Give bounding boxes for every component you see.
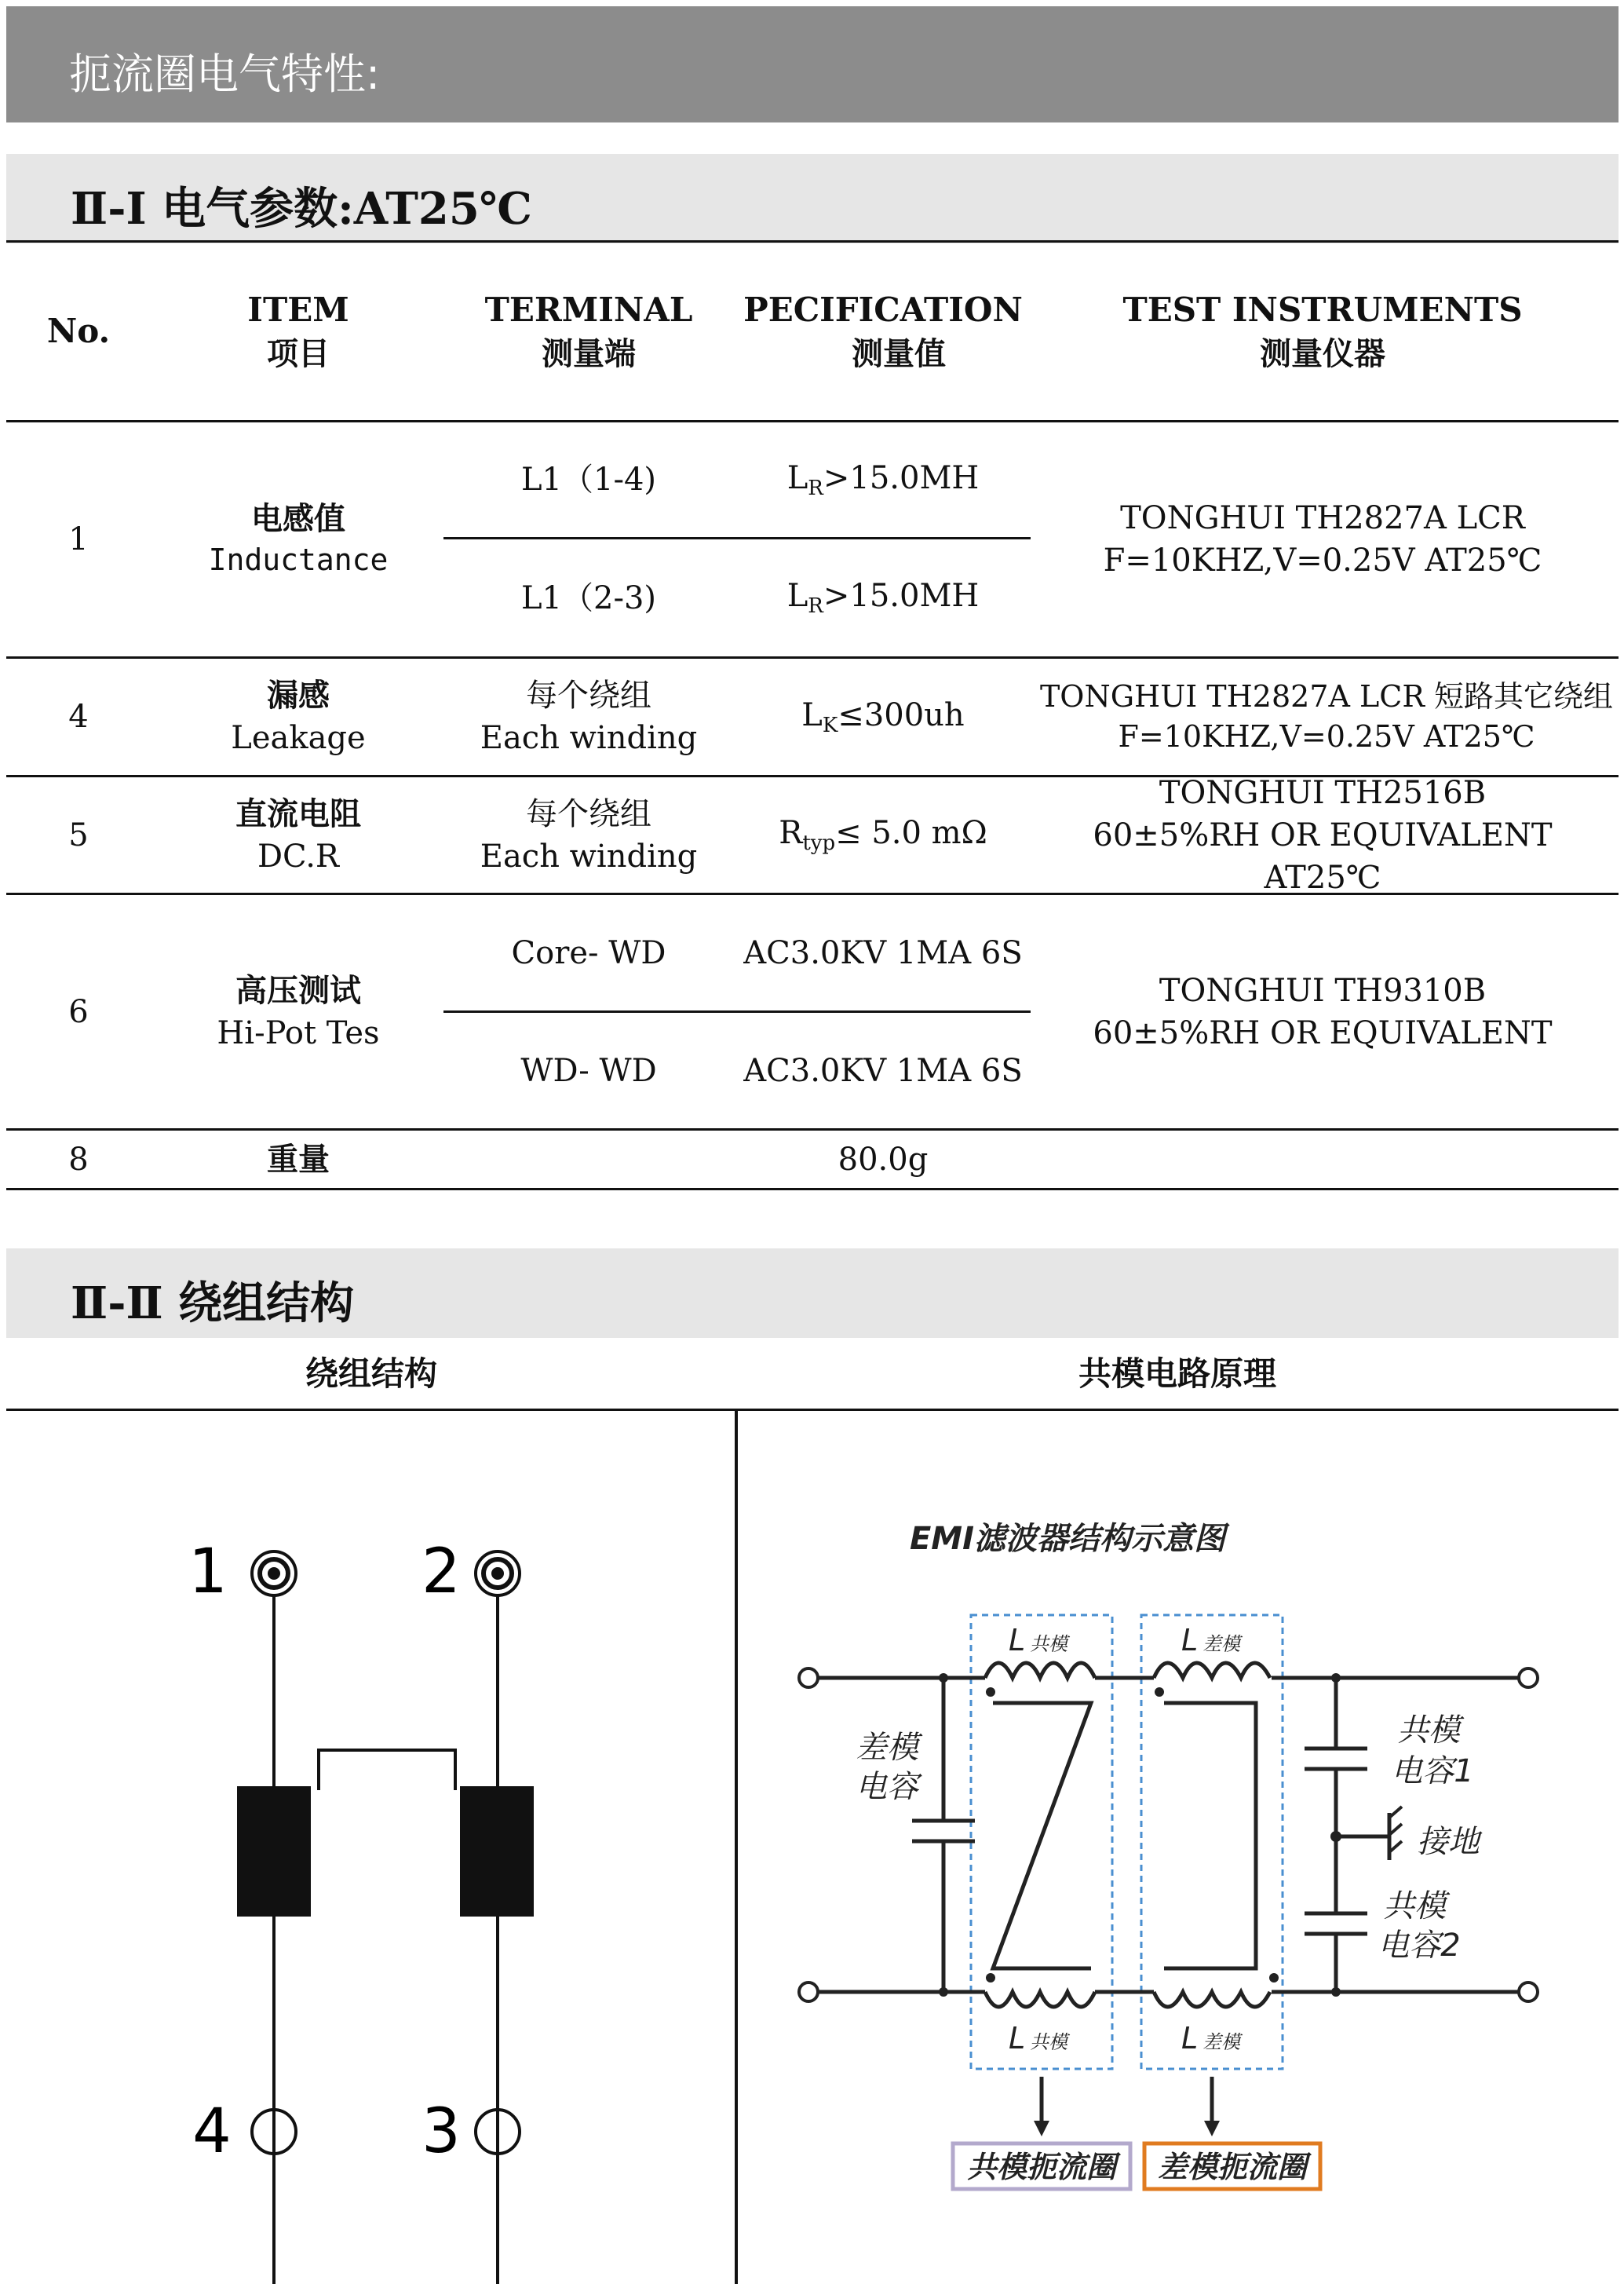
legend-dm-label: 差模扼流圈 — [1157, 2150, 1308, 2184]
row8-no: 8 — [68, 1141, 89, 1178]
dm-arrow-icon — [1204, 2121, 1220, 2136]
winding-structure-heading: 绕组结构 — [305, 1354, 437, 1393]
header-item: ITEM 项目 — [247, 291, 349, 372]
row4-no: 4 — [68, 699, 89, 735]
dm-inductor-top — [1154, 1663, 1270, 1678]
coil-left — [237, 1786, 311, 1917]
cm-cap1-label-2: 电容1 — [1391, 1753, 1474, 1789]
section-2-title: Ⅱ-Ⅱ 绕组结构 — [71, 1277, 355, 1329]
svg-text:共模: 共模 — [1030, 1633, 1067, 1655]
row5-item: 直流电阻 DC.R — [235, 795, 361, 875]
row6-instrument: TONGHUI TH9310B 60±5%RH OR EQUIVALENT — [1093, 972, 1553, 1051]
cm-cap1-label-1: 共模 — [1397, 1712, 1460, 1749]
cm-inductor-top — [985, 1663, 1095, 1678]
row6-spec-b: AC3.0KV 1MA 6S — [743, 1052, 1023, 1089]
coil-right — [460, 1786, 534, 1917]
page-title: 扼流圈电气特性: — [69, 49, 381, 99]
pin-4-label: 4 — [192, 2096, 232, 2167]
row1-item: 电感值 Inductance — [208, 501, 389, 578]
l-cm-bottom-label: L — [1009, 2021, 1026, 2056]
ground-label: 接地 — [1417, 1824, 1480, 1860]
row1-spec-b: $L_R>15.0MH$ — [786, 578, 980, 619]
svg-text:差模: 差模 — [1202, 1633, 1240, 1655]
schematic-title: EMI滤波器结构示意图 — [909, 1521, 1226, 1557]
header-no: No. — [46, 312, 111, 351]
row1-spec-a: $L_R>15.0MH$ — [786, 459, 980, 500]
common-mode-heading: 共模电路原理 — [1078, 1354, 1276, 1393]
row4-instrument: TONGHUI TH2827A LCR 短路其它绕组 F=10KHZ,V=0.25V AT25℃ — [1039, 678, 1614, 754]
header-terminal: TERMINAL 测量端 — [484, 291, 693, 372]
page-title-bar — [6, 6, 1619, 122]
row6-spec-a: AC3.0KV 1MA 6S — [743, 934, 1023, 971]
row1-terminal-a: L1（1-4) — [520, 462, 657, 498]
cm-arrow-icon — [1034, 2121, 1049, 2136]
dm-core-bracket — [1164, 1703, 1256, 1968]
diff-cap-label-1: 差模 — [856, 1730, 918, 1766]
row6-item: 高压测试 Hi-Pot Tes — [217, 972, 380, 1051]
l-dm-top-label: L — [1181, 1623, 1199, 1657]
cm-core-z — [993, 1703, 1091, 1968]
svg-text:差模: 差模 — [1202, 2031, 1240, 2053]
row1-terminal-b: L1（2-3) — [520, 579, 657, 616]
pin-1-label: 1 — [188, 1537, 228, 1607]
l-cm-top-label: L — [1009, 1623, 1026, 1657]
pin-2-label: 2 — [422, 1537, 461, 1607]
table-bottom-rule — [6, 1188, 1619, 1190]
header-test-instruments: TEST INSTRUMENTS 测量仪器 — [1122, 291, 1523, 372]
l-dm-bottom-label: L — [1181, 2021, 1199, 2056]
row6-terminal-a: Core- WD — [511, 934, 666, 971]
svg-text:共模: 共模 — [1030, 2031, 1067, 2053]
row4-terminal: 每个绕组 Each winding — [480, 678, 698, 756]
row6-terminal-b: WD- WD — [520, 1052, 657, 1089]
row1-no: 1 — [68, 521, 89, 557]
row1-instrument: TONGHUI TH2827A LCR F=10KHZ,V=0.25V AT25℃ — [1103, 500, 1542, 579]
row4-spec: $L_K\le 300uh$ — [801, 696, 965, 737]
legend-cm-label: 共模扼流圈 — [966, 2150, 1117, 2184]
pin-3-label: 3 — [422, 2096, 461, 2167]
row5-spec: $R_{typ}\le 5.0$ mΩ — [779, 815, 987, 856]
cm-cap2-label-1: 共模 — [1383, 1888, 1446, 1924]
section-1-header — [6, 154, 1619, 243]
row4-item: 漏感 Leakage — [231, 678, 366, 756]
table-top-rule — [6, 240, 1619, 243]
emi-filter-schematic — [738, 1411, 1617, 2284]
row8-item: 重量 — [267, 1141, 330, 1178]
core-bracket — [319, 1750, 455, 1790]
diff-mode-choke-box — [1141, 1615, 1283, 2069]
cm-cap2-label-2: 电容2 — [1378, 1928, 1461, 1964]
row5-no: 5 — [68, 817, 89, 853]
cm-inductor-bottom — [985, 1992, 1095, 2007]
row8-value: 80.0g — [838, 1141, 929, 1178]
header-specification: PECIFICATION 测量值 — [743, 291, 1023, 372]
dm-inductor-bottom — [1154, 1992, 1270, 2007]
diff-cap-label-2: 电容 — [856, 1769, 918, 1805]
row6-no: 6 — [68, 993, 89, 1030]
row5-instrument: TONGHUI TH2516B 60±5%RH OR EQUIVALENT AT25℃ — [1093, 774, 1553, 896]
winding-structure-diagram — [0, 1411, 735, 2284]
section-1-title: Ⅱ-Ⅰ 电气参数:AT25℃ — [71, 183, 532, 235]
section-2-header — [6, 1248, 1619, 1338]
row5-terminal: 每个绕组 Each winding — [480, 795, 698, 875]
